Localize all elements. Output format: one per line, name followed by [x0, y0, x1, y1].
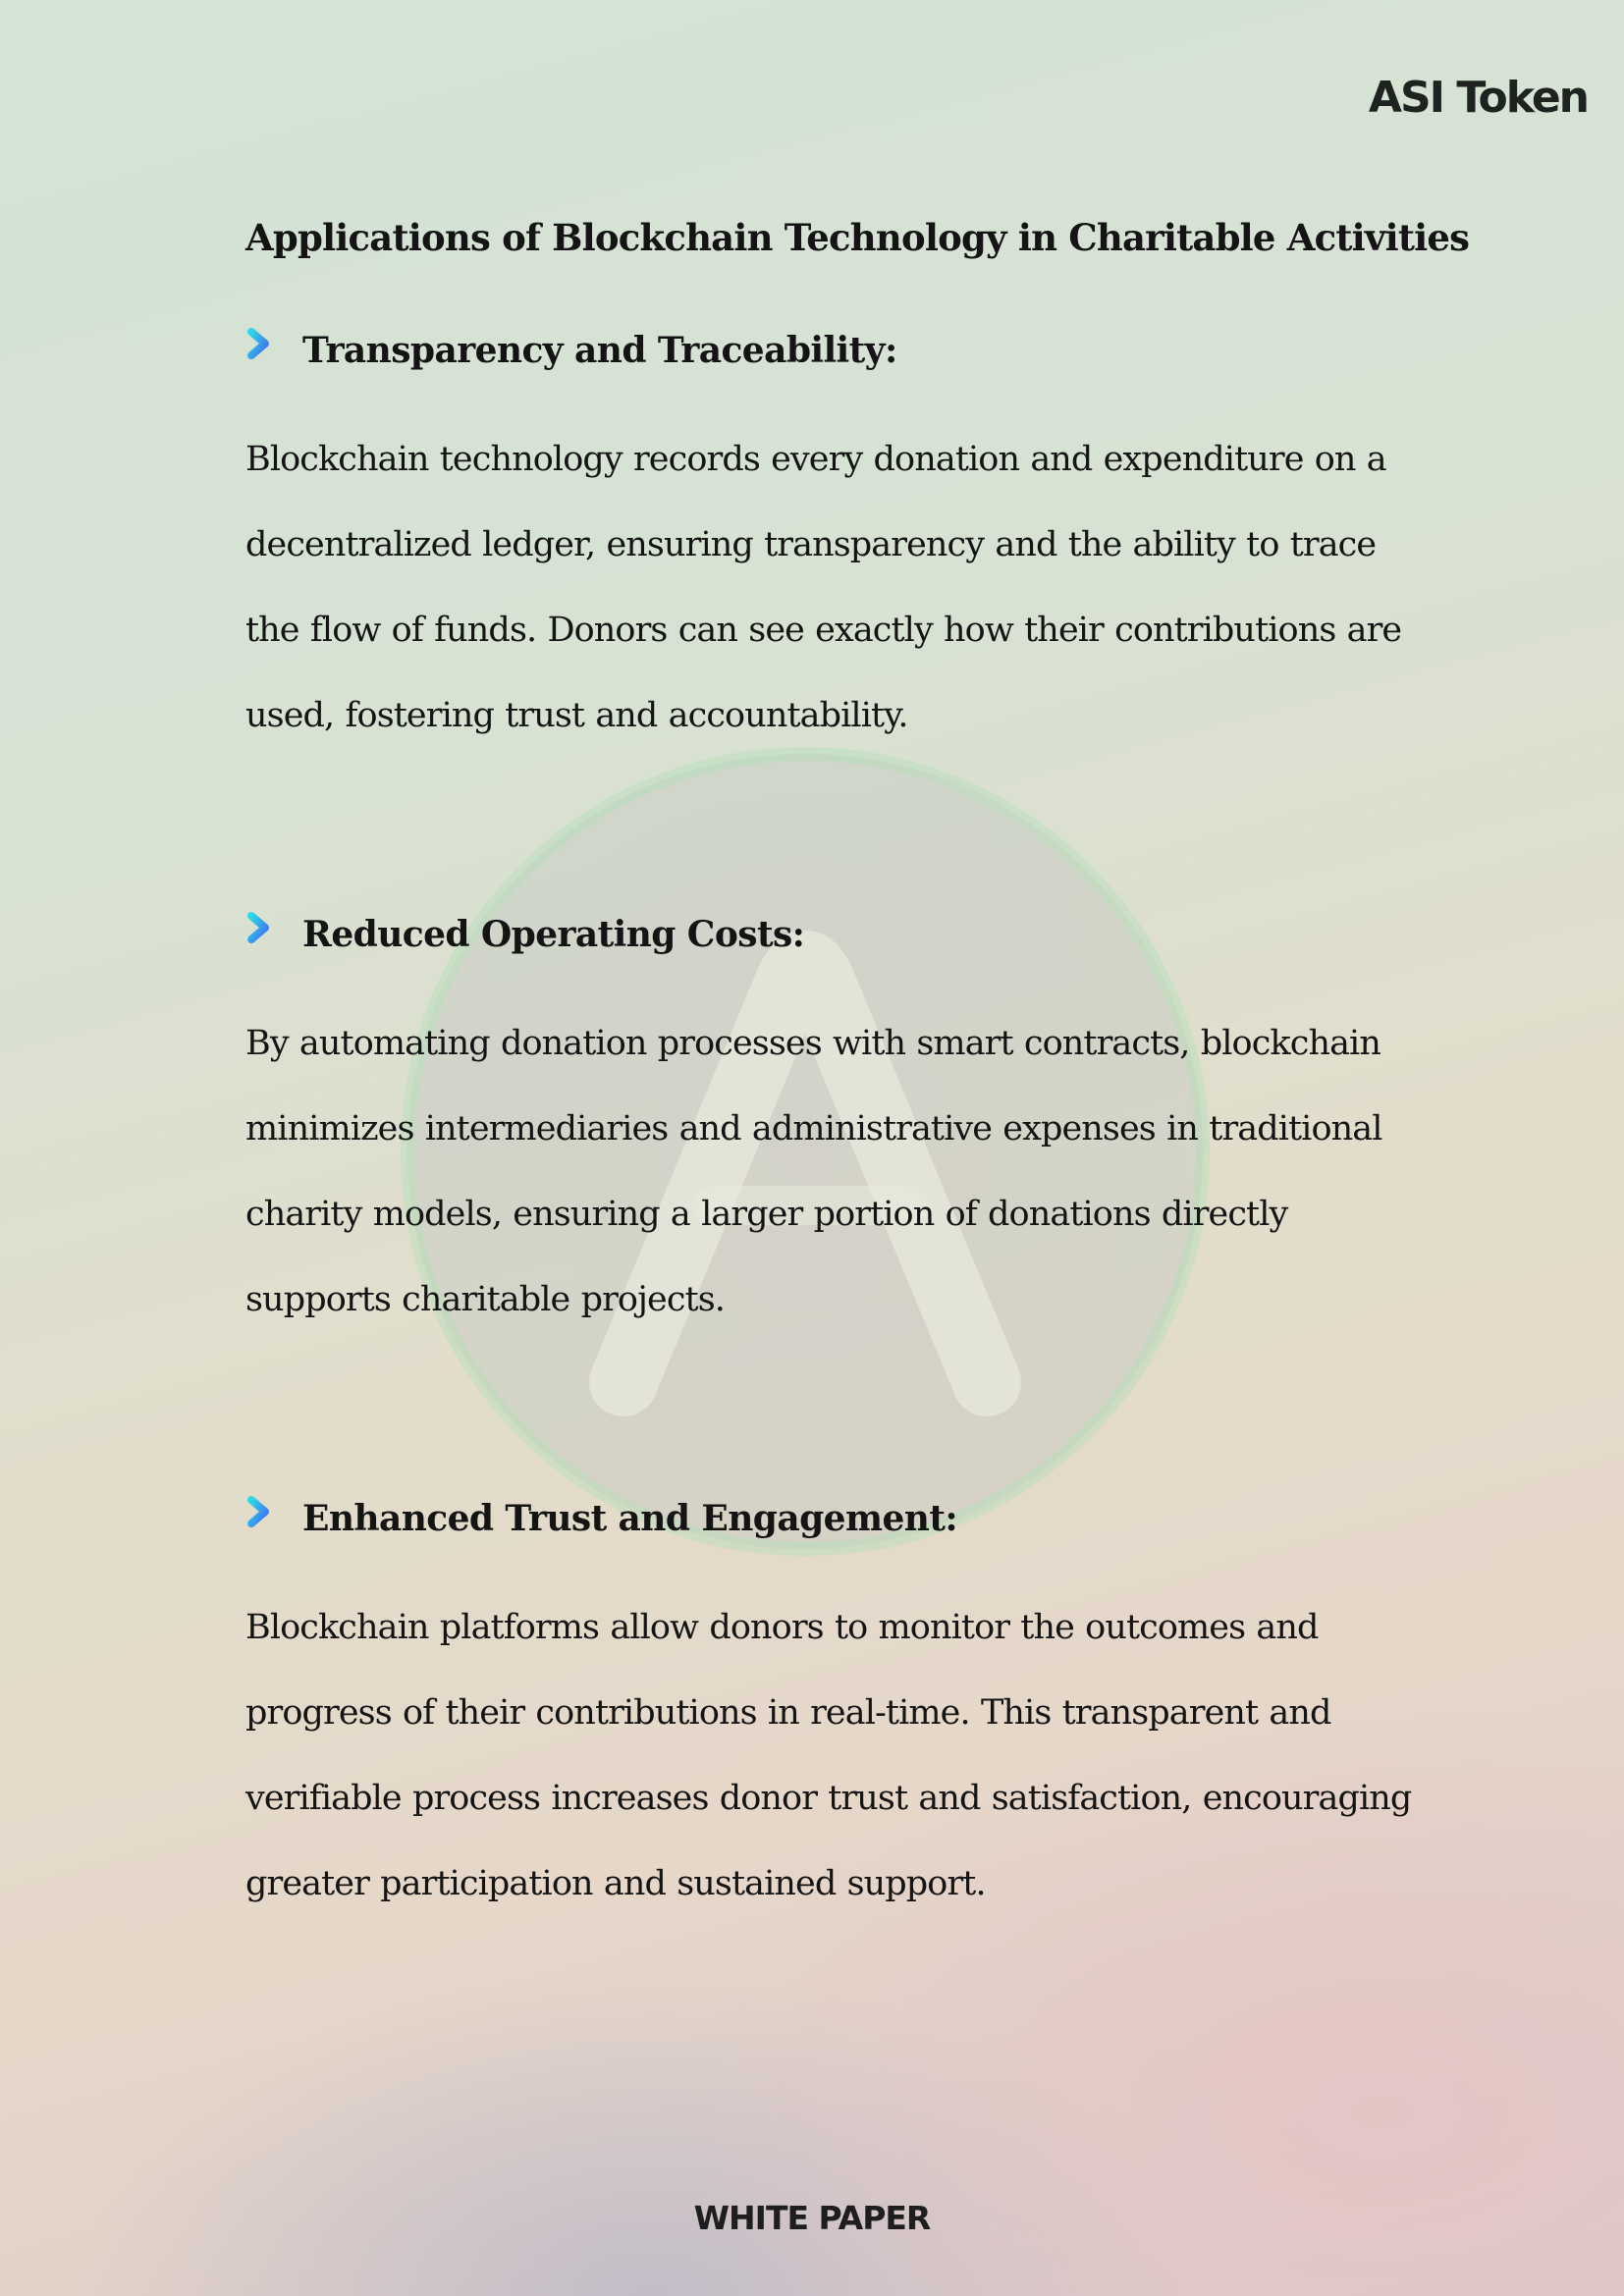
- paragraph-line: progress of their contributions in real-time. This transparent and: [245, 1693, 1331, 1733]
- paragraph-line: Blockchain technology records every donation and expenditure on a: [245, 440, 1386, 479]
- section-paragraph: [245, 417, 1402, 759]
- paragraph-line: By automating donation processes with smart contracts, blockchain: [245, 1024, 1380, 1063]
- paragraph-line: verifiable process increases donor trust and satisfaction, encouraging: [245, 1779, 1412, 1818]
- paragraph-line: supports charitable projects.: [245, 1280, 725, 1319]
- chevron-right-icon: [245, 1494, 275, 1533]
- section-paragraph: [245, 1001, 1394, 1343]
- paragraph-line: used, fostering trust and accountability.: [245, 696, 908, 735]
- footer-label: WHITE PAPER: [693, 2199, 931, 2237]
- section-transparency: [245, 321, 1402, 759]
- paragraph-line: charity models, ensuring a larger portion of donations directly: [245, 1195, 1288, 1234]
- section-operating-costs: [245, 905, 1394, 1343]
- chevron-right-icon: [245, 326, 275, 365]
- section-header: [245, 905, 1394, 964]
- section-heading: Reduced Operating Costs:: [302, 914, 805, 955]
- brand-logo: ASI Token: [1368, 73, 1588, 123]
- section-paragraph: [245, 1585, 1412, 1927]
- section-header: [245, 321, 1394, 380]
- paragraph-line: greater participation and sustained support.: [245, 1864, 986, 1903]
- page-title: Applications of Blockchain Technology in Charitable Activities: [245, 216, 1470, 259]
- section-trust-engagement: [245, 1489, 1412, 1927]
- paragraph-line: minimizes intermediaries and administrative expenses in traditional: [245, 1109, 1382, 1148]
- section-heading: Enhanced Trust and Engagement:: [302, 1498, 958, 1539]
- paragraph-line: the flow of funds. Donors can see exactly how their contributions are: [245, 611, 1402, 650]
- paragraph-line: decentralized ledger, ensuring transparency and the ability to trace: [245, 525, 1377, 564]
- section-heading: Transparency and Traceability:: [302, 330, 897, 371]
- section-header: [245, 1489, 1394, 1548]
- paragraph-line: Blockchain platforms allow donors to monitor the outcomes and: [245, 1608, 1319, 1647]
- chevron-right-icon: [245, 910, 275, 949]
